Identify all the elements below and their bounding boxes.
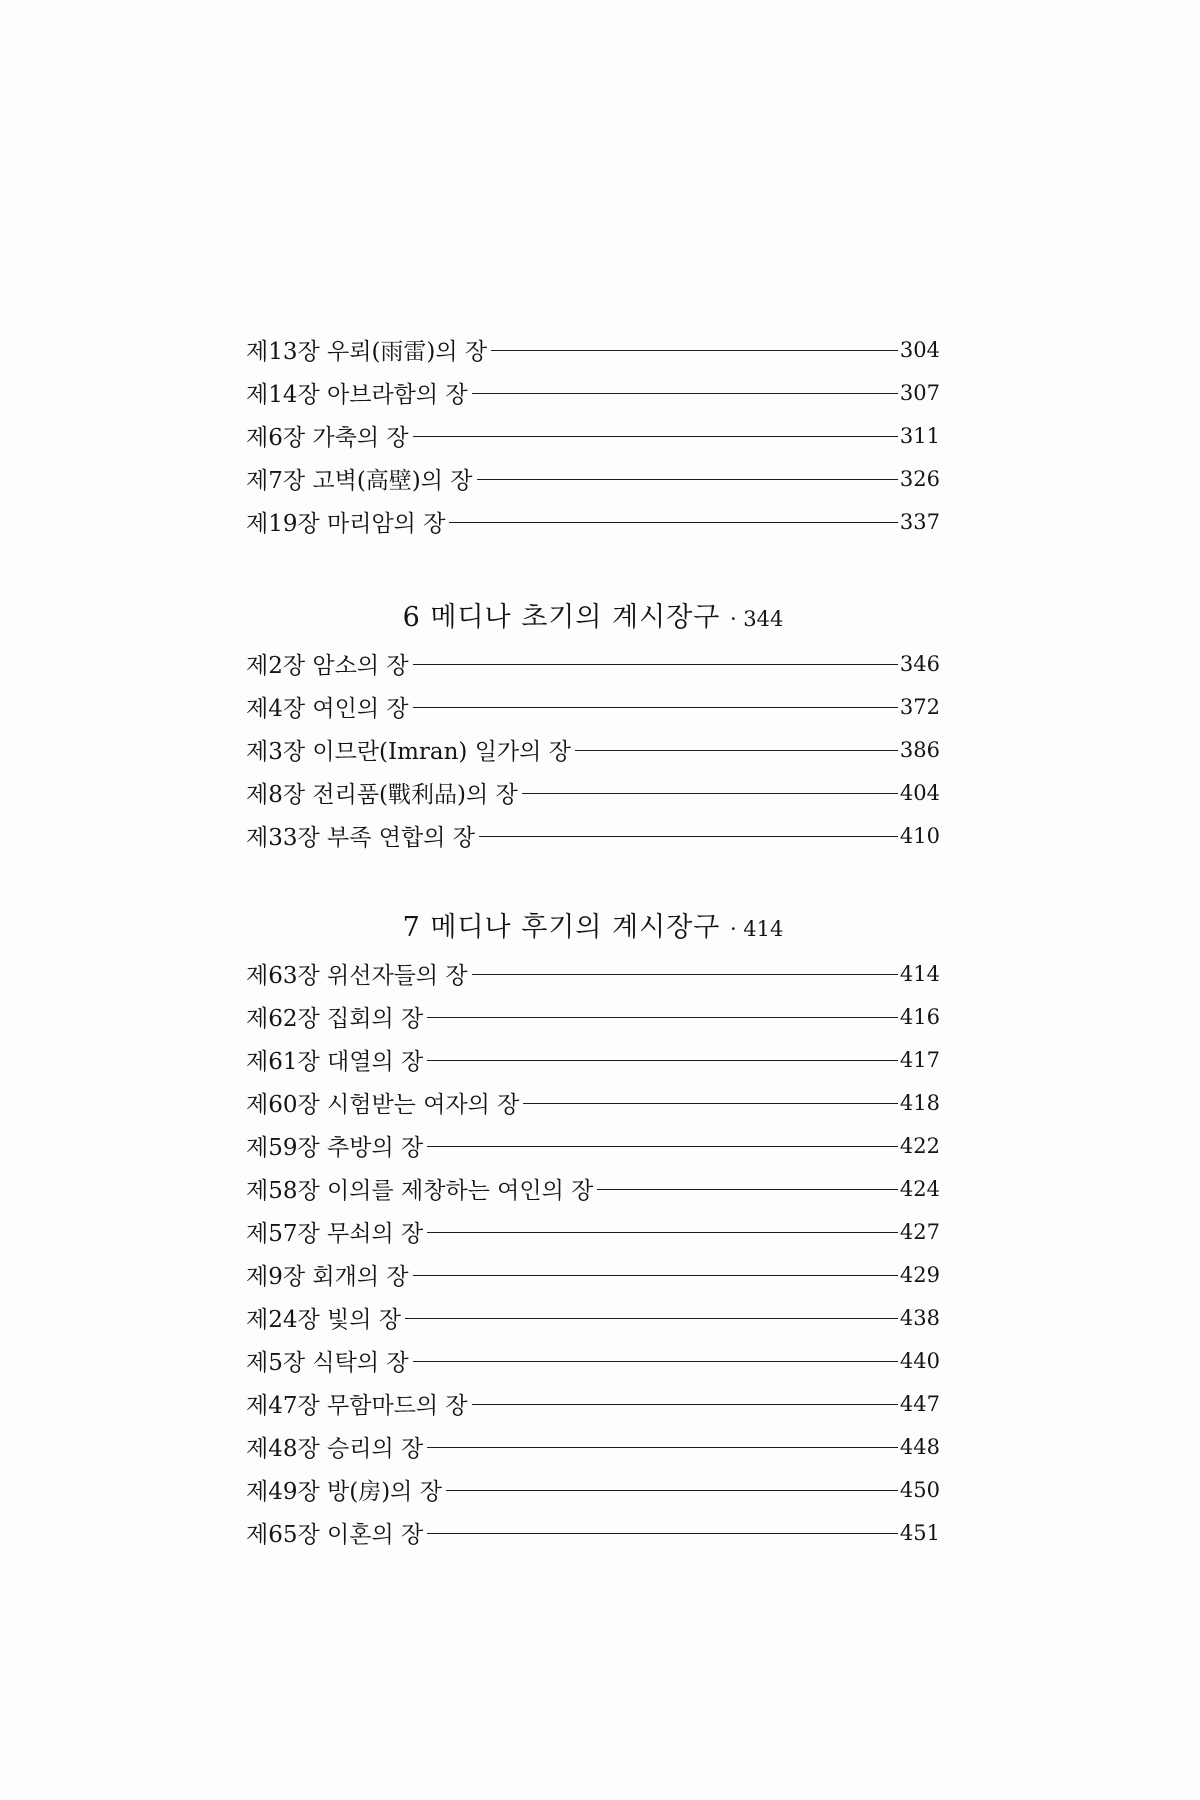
toc-entry-title: 제60장 시험받는 여자의 장 [246, 1092, 520, 1118]
leader-line [405, 1318, 898, 1319]
leader-line [449, 522, 897, 523]
toc-entry-title: 제14장 아브라함의 장 [246, 382, 468, 408]
leader-line [427, 1533, 898, 1534]
section-heading[interactable] [246, 908, 940, 948]
toc-entry-page: 422 [899, 1133, 940, 1158]
leader-line [413, 707, 898, 708]
toc-entry[interactable] [246, 500, 940, 543]
leader-line [472, 393, 898, 394]
toc-entry[interactable] [246, 457, 940, 500]
toc-entry[interactable] [246, 995, 940, 1038]
leader-line [523, 1103, 898, 1104]
toc-entry-page: 346 [899, 651, 940, 676]
toc-entry-page: 307 [899, 380, 940, 405]
leader-line [427, 1232, 898, 1233]
toc-entry[interactable] [246, 1425, 940, 1468]
toc-entry[interactable] [246, 771, 940, 814]
toc-entry-title: 제48장 승리의 장 [246, 1436, 424, 1462]
toc-entry-title: 제9장 회개의 장 [246, 1264, 409, 1290]
leader-line [479, 836, 898, 837]
toc-entry[interactable] [246, 1081, 940, 1124]
toc-entry-page: 311 [899, 423, 940, 448]
toc-entry-title: 제19장 마리암의 장 [246, 511, 446, 537]
leader-line [472, 1404, 898, 1405]
leader-line [413, 436, 898, 437]
toc-entry-title: 제57장 무쇠의 장 [246, 1221, 424, 1247]
toc-entry-page: 447 [899, 1391, 940, 1416]
toc-entry-page: 414 [899, 961, 940, 986]
toc-entry-page: 448 [899, 1434, 940, 1459]
toc-entry[interactable] [246, 1124, 940, 1167]
toc-entry[interactable] [246, 728, 940, 771]
toc-entry-title: 제33장 부족 연합의 장 [246, 825, 475, 851]
toc-section-continued [246, 328, 940, 543]
toc-entry[interactable] [246, 414, 940, 457]
toc-entry-title: 제7장 고벽(高壁)의 장 [246, 468, 473, 494]
toc-entry-page: 418 [899, 1090, 940, 1115]
toc-entry-page: 304 [899, 337, 940, 362]
leader-line [446, 1490, 898, 1491]
toc-entry[interactable] [246, 952, 940, 995]
toc-entry-title: 제24장 빛의 장 [246, 1307, 401, 1333]
section-heading-title: 7 메디나 후기의 계시장구 [402, 912, 721, 943]
toc-entry-title: 제6장 가축의 장 [246, 425, 409, 451]
leader-line [413, 664, 898, 665]
toc-entry-page: 410 [899, 823, 940, 848]
leader-line [575, 750, 898, 751]
toc-entry[interactable] [246, 1511, 940, 1554]
toc-entry-title: 제65장 이혼의 장 [246, 1522, 424, 1548]
toc-section-7 [246, 908, 940, 1554]
section-heading[interactable] [246, 598, 940, 638]
toc-entry-page: 372 [899, 694, 940, 719]
leader-line [427, 1060, 898, 1061]
leader-line [427, 1146, 898, 1147]
toc-entry[interactable] [246, 1038, 940, 1081]
toc-entry[interactable] [246, 1253, 940, 1296]
leader-line [427, 1017, 898, 1018]
toc-entry-title: 제58장 이의를 제창하는 여인의 장 [246, 1178, 594, 1204]
leader-line [427, 1447, 898, 1448]
toc-entry[interactable] [246, 1296, 940, 1339]
toc-entry-title: 제61장 대열의 장 [246, 1049, 424, 1075]
toc-entry-page: 427 [899, 1219, 940, 1244]
toc-entry[interactable] [246, 328, 940, 371]
toc-entry-page: 417 [899, 1047, 940, 1072]
toc-entry-page: 451 [899, 1520, 940, 1545]
leader-line [597, 1189, 898, 1190]
toc-entry-title: 제47장 무함마드의 장 [246, 1393, 468, 1419]
toc-entry[interactable] [246, 685, 940, 728]
toc-entry[interactable] [246, 814, 940, 857]
toc-entry-title: 제63장 위선자들의 장 [246, 963, 468, 989]
toc-entry-title: 제59장 추방의 장 [246, 1135, 424, 1161]
toc-entry-title: 제3장 이므란(Imran) 일가의 장 [246, 739, 571, 765]
leader-line [522, 793, 898, 794]
toc-entry[interactable] [246, 1210, 940, 1253]
toc-entry-page: 440 [899, 1348, 940, 1373]
toc-entry[interactable] [246, 1339, 940, 1382]
toc-entry-page: 429 [899, 1262, 940, 1287]
leader-line [413, 1275, 898, 1276]
toc-entry[interactable] [246, 371, 940, 414]
toc-entry-title: 제5장 식탁의 장 [246, 1350, 409, 1376]
toc-entry[interactable] [246, 1382, 940, 1425]
toc-entry[interactable] [246, 1468, 940, 1511]
toc-entry-page: 337 [899, 509, 940, 534]
toc-entry[interactable] [246, 642, 940, 685]
toc-entry-title: 제49장 방(房)의 장 [246, 1479, 442, 1505]
toc-entry-page: 404 [899, 780, 940, 805]
leader-line [491, 350, 898, 351]
section-heading-page: · 344 [729, 607, 784, 631]
leader-line [472, 974, 898, 975]
toc-entry-title: 제13장 우뢰(雨雷)의 장 [246, 339, 488, 365]
leader-line [477, 479, 898, 480]
toc-entry-page: 450 [899, 1477, 940, 1502]
toc-entry-page: 326 [899, 466, 940, 491]
toc-entry-page: 416 [899, 1004, 940, 1029]
leader-line [413, 1361, 898, 1362]
toc-section-6 [246, 598, 940, 857]
toc-entry-page: 424 [899, 1176, 940, 1201]
toc-entry-title: 제2장 암소의 장 [246, 653, 409, 679]
toc-entry[interactable] [246, 1167, 940, 1210]
toc-entry-title: 제8장 전리품(戰利品)의 장 [246, 782, 518, 808]
toc-entry-title: 제62장 집회의 장 [246, 1006, 424, 1032]
toc-entry-page: 438 [899, 1305, 940, 1330]
toc-entry-title: 제4장 여인의 장 [246, 696, 409, 722]
toc-entry-page: 386 [899, 737, 940, 762]
section-heading-page: · 414 [729, 917, 784, 941]
section-heading-title: 6 메디나 초기의 계시장구 [402, 602, 721, 633]
